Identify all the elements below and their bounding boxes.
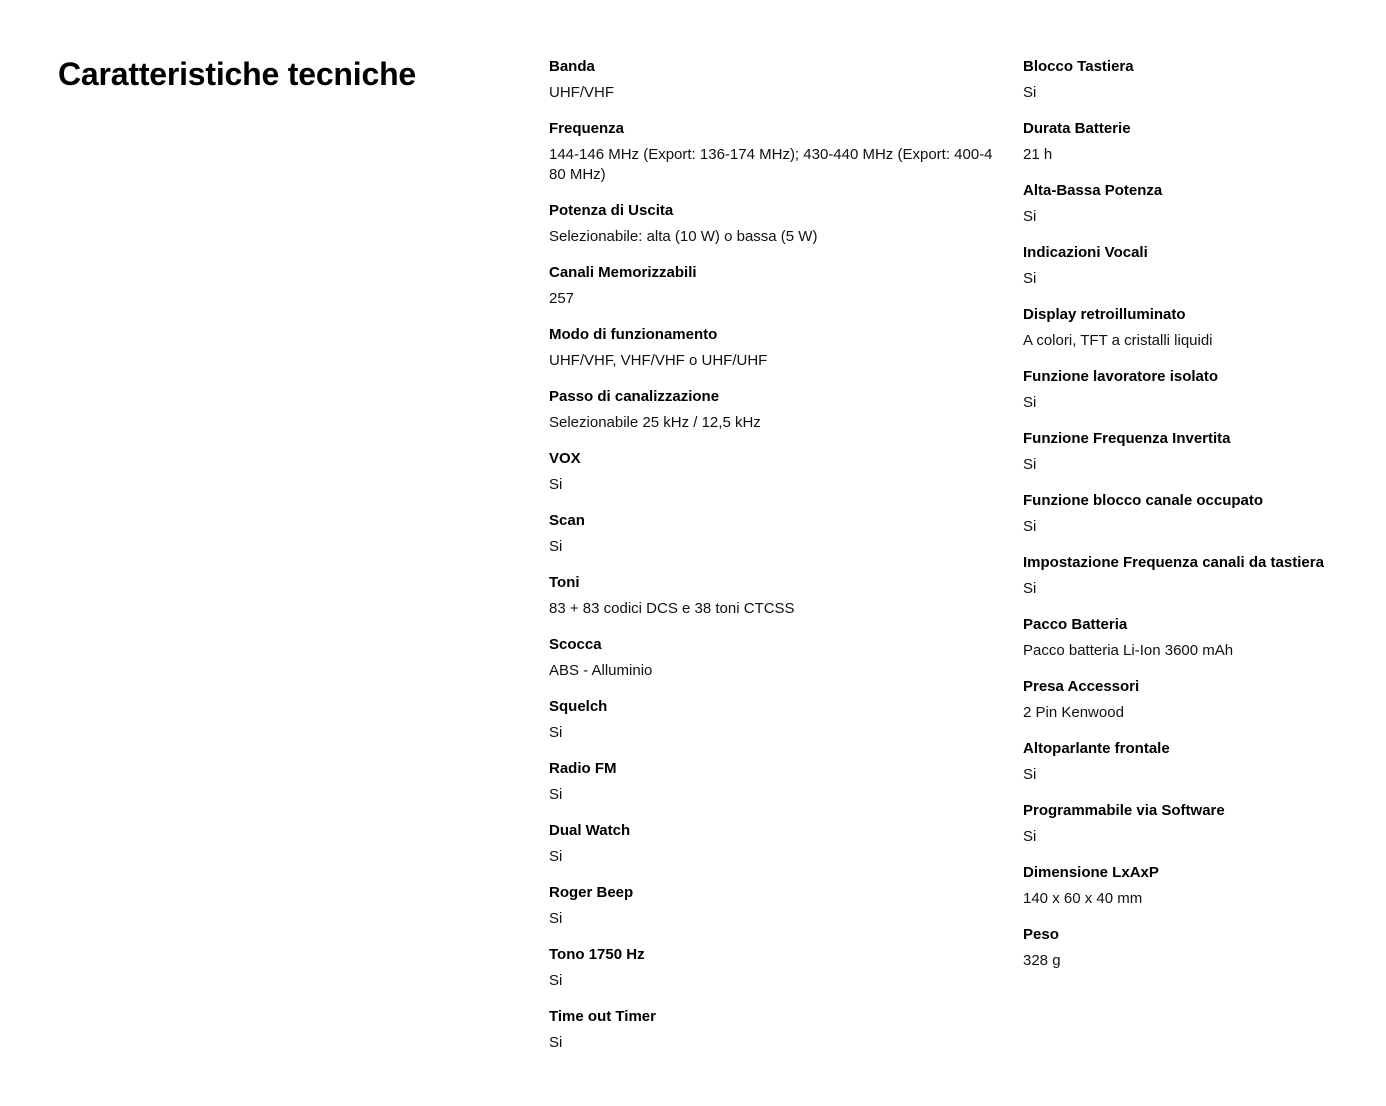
spec-value: Si (1023, 208, 1037, 225)
spec-item-roger-beep (549, 883, 995, 929)
spec-item-funzione-lavoratore-isolato (1023, 367, 1363, 413)
spec-label: Impostazione Frequenza canali da tastiera (1023, 554, 1324, 571)
spec-value: Si (549, 476, 563, 493)
page-title: Caratteristiche tecniche (58, 56, 417, 92)
spec-item-programmabile-via-software (1023, 801, 1363, 847)
spec-item-toni (549, 573, 995, 619)
spec-item-passo-di-canalizzazione (549, 387, 995, 433)
spec-value: Selezionabile 25 kHz / 12,5 kHz (549, 414, 761, 431)
spec-value: Si (1023, 766, 1037, 783)
spec-label: Dual Watch (549, 822, 631, 839)
spec-label: Indicazioni Vocali (1023, 244, 1148, 261)
spec-label: Altoparlante frontale (1023, 740, 1170, 757)
spec-value: A colori, TFT a cristalli liquidi (1023, 332, 1213, 349)
spec-item-potenza-di-uscita (549, 201, 995, 247)
spec-item-funzione-frequenza-invertita (1023, 429, 1363, 475)
spec-item-time-out-timer (549, 1007, 995, 1053)
spec-label: Passo di canalizzazione (549, 388, 720, 405)
spec-label: Tono 1750 Hz (549, 946, 645, 963)
spec-label: Scocca (549, 636, 602, 653)
spec-label: Radio FM (549, 760, 617, 777)
spec-value: UHF/VHF (549, 84, 614, 101)
spec-item-scocca (549, 635, 995, 681)
spec-label: Scan (549, 512, 585, 529)
spec-item-display-retroilluminato (1023, 305, 1363, 351)
spec-label: Banda (549, 58, 595, 75)
spec-label: Durata Batterie (1023, 120, 1131, 137)
spec-value: Si (1023, 828, 1037, 845)
spec-item-alta-bassa-potenza (1023, 181, 1363, 227)
spec-label: Toni (549, 574, 580, 591)
spec-value: 21 h (1023, 146, 1053, 163)
spec-value: Si (1023, 394, 1037, 411)
spec-label: Display retroilluminato (1023, 306, 1186, 323)
spec-item-dual-watch (549, 821, 995, 867)
spec-item-peso (1023, 925, 1363, 971)
spec-value: 83 + 83 codici DCS e 38 toni CTCSS (549, 600, 795, 617)
spec-value: Pacco batteria Li-Ion 3600 mAh (1023, 642, 1234, 659)
spec-item-impostazione-frequenza-canali (1023, 553, 1363, 599)
spec-value: 144-146 MHz (Export: 136-174 MHz); 430-440 MHz (Export: 400-480 MHz) (549, 146, 993, 183)
spec-label: Funzione blocco canale occupato (1023, 492, 1264, 509)
spec-item-canali-memorizzabili (549, 263, 995, 309)
spec-label: Frequenza (549, 120, 625, 137)
spec-value: Si (549, 910, 563, 927)
spec-value: Si (549, 848, 563, 865)
spec-value: 140 x 60 x 40 mm (1023, 890, 1143, 907)
specs-column-left (549, 57, 995, 1069)
spec-item-vox (549, 449, 995, 495)
spec-value: Selezionabile: alta (10 W) o bassa (5 W) (549, 228, 818, 245)
spec-value: ABS - Alluminio (549, 662, 653, 679)
spec-label: Dimensione LxAxP (1023, 864, 1159, 881)
spec-item-funzione-blocco-canale-occupato (1023, 491, 1363, 537)
spec-label: Squelch (549, 698, 608, 715)
spec-label: Modo di funzionamento (549, 326, 718, 343)
spec-item-modo-di-funzionamento (549, 325, 995, 371)
spec-label: Time out Timer (549, 1008, 656, 1025)
spec-item-frequenza (549, 119, 995, 185)
spec-label: Blocco Tastiera (1023, 58, 1134, 75)
spec-value: Si (549, 1034, 563, 1051)
spec-value: UHF/VHF, VHF/VHF o UHF/UHF (549, 352, 768, 369)
spec-value: Si (549, 538, 563, 555)
spec-label: Funzione lavoratore isolato (1023, 368, 1219, 385)
spec-item-pacco-batteria (1023, 615, 1363, 661)
spec-value: Si (1023, 456, 1037, 473)
spec-label: Peso (1023, 926, 1059, 943)
spec-item-blocco-tastiera (1023, 57, 1363, 103)
spec-label: Potenza di Uscita (549, 202, 674, 219)
spec-label: VOX (549, 450, 581, 467)
spec-item-presa-accessori (1023, 677, 1363, 723)
spec-item-scan (549, 511, 995, 557)
spec-item-altoparlante-frontale (1023, 739, 1363, 785)
spec-value: Si (549, 724, 563, 741)
spec-label: Roger Beep (549, 884, 634, 901)
spec-value: 2 Pin Kenwood (1023, 704, 1124, 721)
spec-label: Programmabile via Software (1023, 802, 1225, 819)
spec-value: Si (1023, 84, 1037, 101)
spec-label: Alta-Bassa Potenza (1023, 182, 1163, 199)
specs-column-right (1023, 57, 1363, 987)
spec-label: Canali Memorizzabili (549, 264, 697, 281)
spec-item-banda (549, 57, 995, 103)
spec-item-squelch (549, 697, 995, 743)
spec-value: 328 g (1023, 952, 1061, 969)
spec-value: Si (549, 972, 563, 989)
spec-item-durata-batterie (1023, 119, 1363, 165)
spec-value: Si (1023, 518, 1037, 535)
spec-value: Si (549, 786, 563, 803)
spec-value: 257 (549, 290, 575, 307)
spec-value: Si (1023, 580, 1037, 597)
spec-item-dimensione-lxaxp (1023, 863, 1363, 909)
spec-label: Funzione Frequenza Invertita (1023, 430, 1231, 447)
spec-value: Si (1023, 270, 1037, 287)
spec-label: Pacco Batteria (1023, 616, 1128, 633)
spec-item-indicazioni-vocali (1023, 243, 1363, 289)
spec-item-radio-fm (549, 759, 995, 805)
spec-label: Presa Accessori (1023, 678, 1140, 695)
spec-item-tono-1750-hz (549, 945, 995, 991)
